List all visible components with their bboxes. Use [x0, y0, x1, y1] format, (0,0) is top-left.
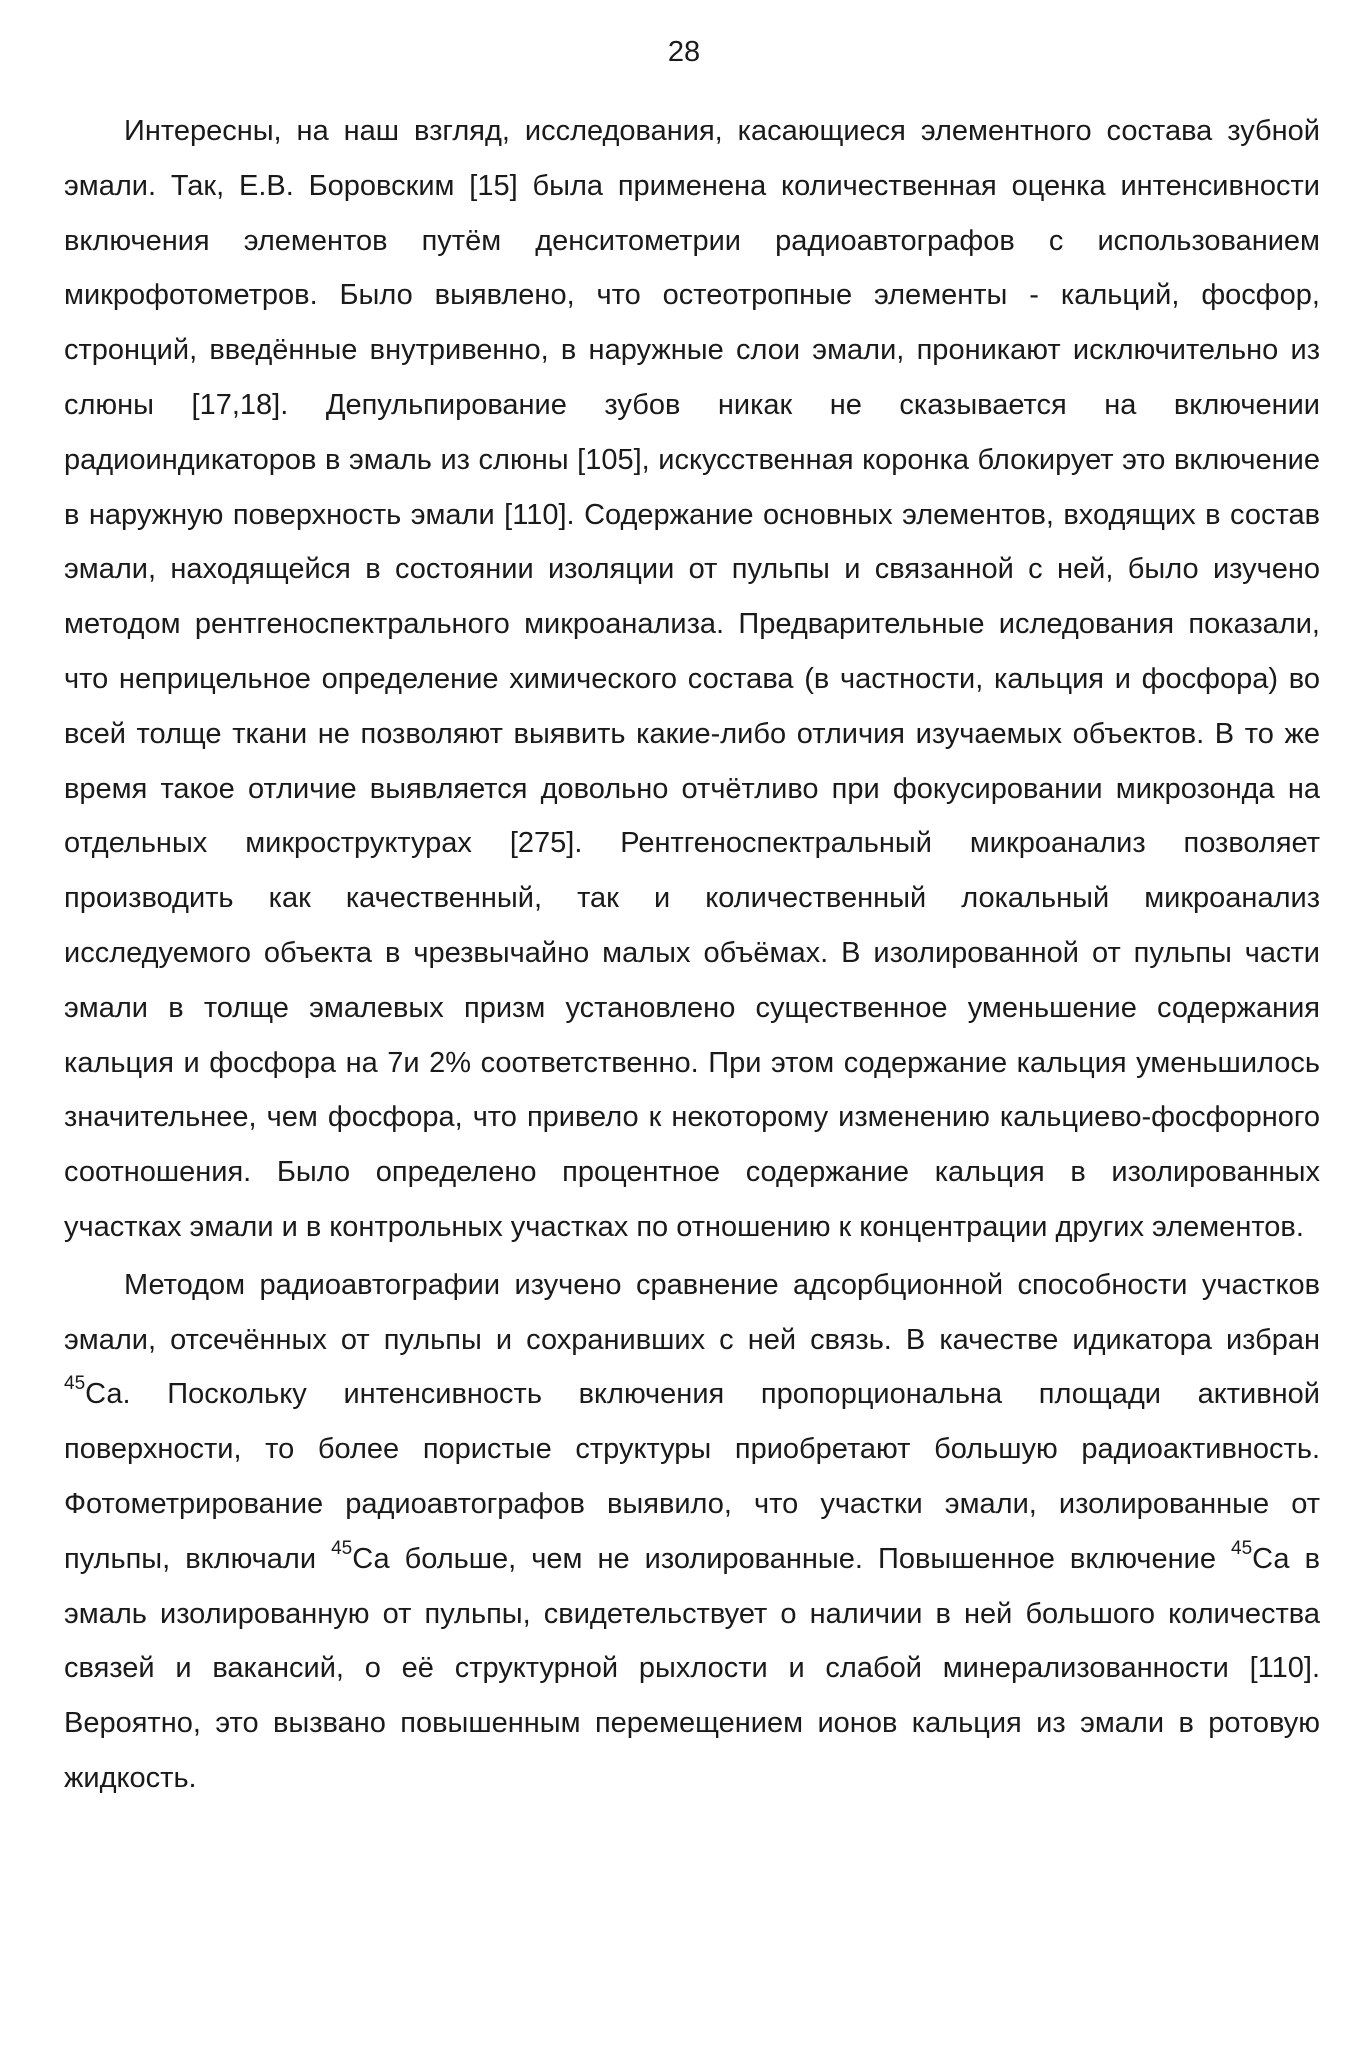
isotope-superscript: 45 — [64, 1373, 86, 1395]
paragraph-text: Са. Поскольку интенсивность включения пропорциональна площади активной поверхности, то более пористые структуры приобретают большую радиоактивность. Фотометрирование радиоавтографов выявило, что участки эмали, изолированные от пульпы, включали — [64, 1378, 1320, 1575]
paragraph-text: Са больше, чем не изолированные. Повышенное включение — [352, 1542, 1231, 1575]
paragraph-text: Интересны, на наш взгляд, исследования, касающиеся элементного состава зубной эмали. Так, Е.В. Боровским [15] была применена количественная оценка интенсивности включения элементов путём денситометрии радиоавтографов с использованием микрофотометров. Было выявлено, что остеотропные элементы - кальций, фосфор, стронций, введённые внутривенно, в наружные слои эмали, проникают исключительно из слюны [17,18]. Депульпирование зубов никак не сказывается на включении радиоиндикаторов в эмаль из слюны [105], искусственная коронка блокирует это включение в наружную поверхность эмали [110]. Содержание основных элементов, входящих в состав эмали, находящейся в состоянии изоляции от пульпы и связанной с ней, было изучено методом рентгеноспектрального микроанализа. Предварительные иследования показали, что неприцельное определение химического состава (в частности, кальция и фосфора) во всей толще ткани не позволяют выявить какие-либо отличия изучаемых объектов. В то же время такое отличие выявляется довольно отчётливо при фокусировании микрозонда на отдельных микроструктурах [275]. Рентгеноспектральный микроанализ позволяет производить как качественный, так и количественный локальный микроанализ исследуемого объекта в чрезвычайно малых объёмах. В изолированной от пульпы части эмали в толще эмалевых призм установлено существенное уменьшение содержания кальция и фосфора на 7и 2% соответственно. При этом содержание кальция уменьшилось значительнее, чем фосфора, что привело к некоторому изменению кальциево-фосфорного соотношения. Было определено процентное содержание кальция в изолированных участках эмали и в контрольных участках по отношению к концентрации других элементов. — [64, 115, 1320, 1243]
paragraph-text: Са в эмаль изолированную от пульпы, свидетельствует о наличии в ней большого количества связей и вакансий, о её структурной рыхлости и слабой минерализованности [110]. Вероятно, это вызвано повышенным перемещением ионов кальция из эмали в ротовую жидкость. — [64, 1542, 1320, 1794]
paragraph-enamel-composition — [64, 104, 1320, 1255]
page-number: 28 — [667, 36, 701, 68]
text-body — [64, 104, 1320, 1806]
isotope-superscript: 45 — [331, 1537, 353, 1559]
isotope-superscript: 45 — [1231, 1537, 1253, 1559]
paragraph-text: Методом радиоавтографии изучено сравнение адсорбционной способности участков эмали, отсечённых от пульпы и сохранивших с ней связь. В качестве идикатора избран — [64, 1268, 1320, 1356]
paragraph-radioautography — [64, 1258, 1320, 1806]
